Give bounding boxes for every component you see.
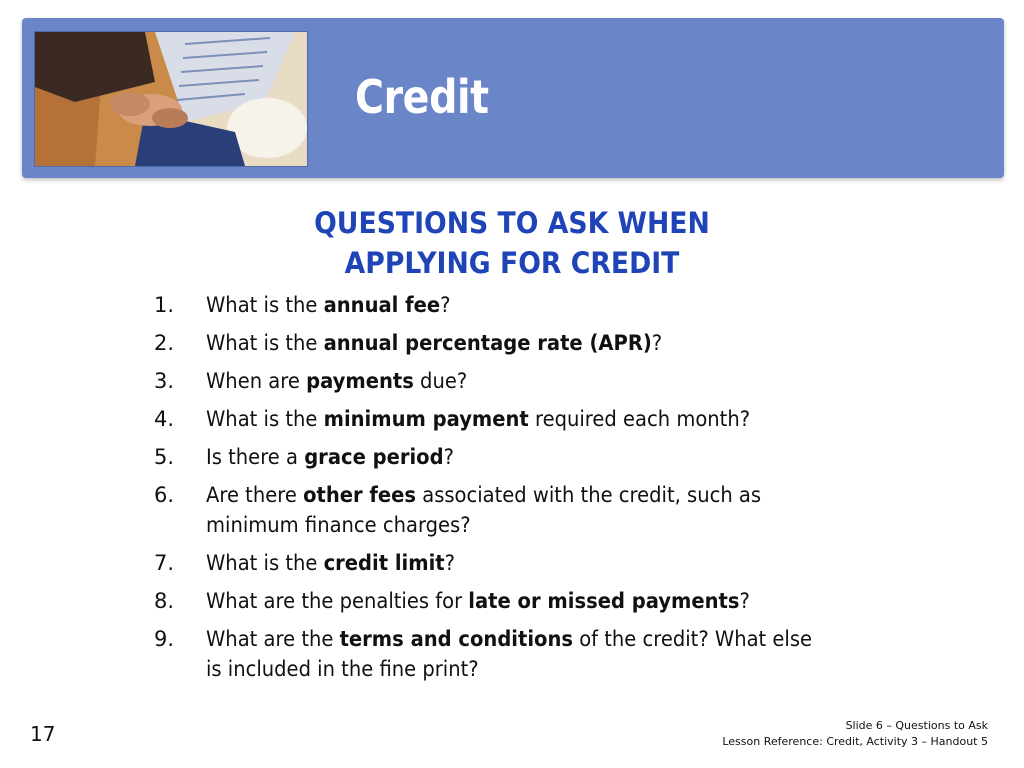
questions-list	[154, 290, 874, 692]
heading-line-2: APPLYING FOR CREDIT	[344, 246, 680, 280]
item-text: What is the minimum payment required each month?	[206, 407, 751, 431]
slide-heading	[0, 203, 1024, 283]
list-item	[154, 442, 874, 472]
item-number: 3.	[154, 369, 175, 393]
page-number: 17	[30, 722, 56, 746]
item-text: What are the penalties for late or missed payments?	[206, 589, 750, 613]
list-item	[154, 404, 874, 434]
item-text: What is the credit limit?	[206, 551, 456, 575]
item-text: When are payments due?	[206, 369, 468, 393]
list-item	[154, 480, 874, 540]
item-number: 4.	[154, 407, 175, 431]
item-number: 1.	[154, 293, 175, 317]
item-number: 7.	[154, 551, 175, 575]
list-item	[154, 624, 874, 684]
lesson-reference-line: Lesson Reference: Credit, Activity 3 – Handout 5	[722, 735, 988, 748]
item-text: What is the annual fee?	[206, 293, 451, 317]
banner-title: Credit	[355, 70, 489, 124]
item-text: What are the terms and conditions of the credit? What else is included in the fine print?	[206, 627, 813, 681]
list-item	[154, 366, 874, 396]
handshake-photo	[34, 31, 308, 167]
list-item	[154, 290, 874, 320]
item-text: Are there other fees associated with the credit, such as minimum finance charges?	[206, 483, 762, 537]
item-text: Is there a grace period?	[206, 445, 454, 469]
item-number: 5.	[154, 445, 175, 469]
item-number: 6.	[154, 483, 175, 507]
item-number: 9.	[154, 627, 175, 651]
item-number: 8.	[154, 589, 175, 613]
header-banner	[22, 18, 1004, 178]
list-item	[154, 548, 874, 578]
item-text: What is the annual percentage rate (APR)?	[206, 331, 663, 355]
list-item	[154, 328, 874, 358]
list-item	[154, 586, 874, 616]
slide-reference: Slide 6 – Questions to Ask	[845, 719, 988, 732]
item-number: 2.	[154, 331, 175, 355]
lesson-reference	[722, 718, 988, 750]
heading-line-1: QUESTIONS TO ASK WHEN	[314, 206, 710, 240]
